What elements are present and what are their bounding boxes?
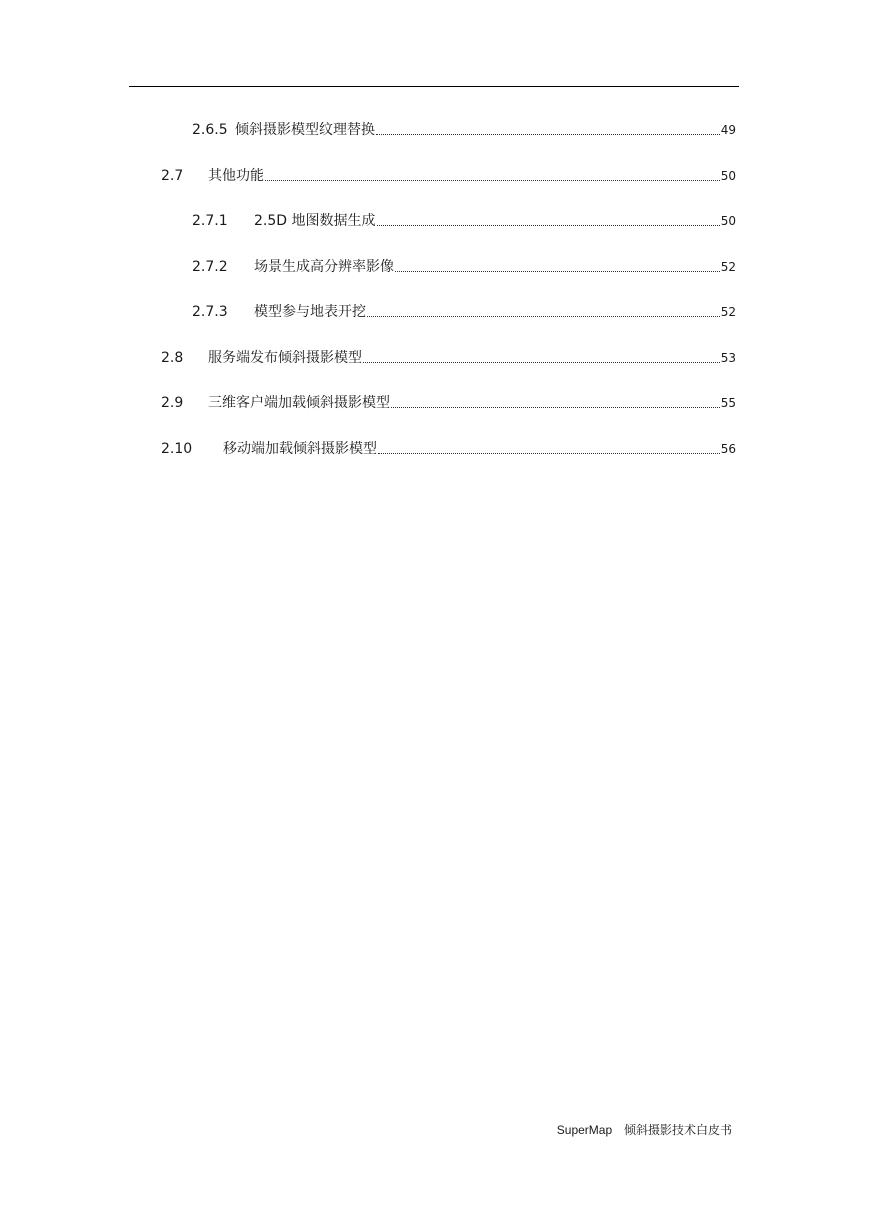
footer-document-title: 倾斜摄影技术白皮书 — [623, 1123, 732, 1137]
toc-entry-2-6-5[interactable] — [192, 117, 736, 139]
toc-entry-number: 2.7.1 — [192, 213, 228, 229]
toc-entry-title: 模型参与地表开挖 — [254, 304, 366, 320]
toc-dot-leader — [363, 362, 720, 363]
toc-entry-page: 52 — [720, 305, 736, 319]
toc-entry-number: 2.7.2 — [192, 259, 228, 275]
toc-entry-title: 场景生成高分辨率影像 — [254, 259, 394, 275]
toc-entry-title: 移动端加载倾斜摄影模型 — [223, 441, 377, 457]
toc-dot-leader — [377, 225, 720, 226]
toc-entry-title: 2.5D 地图数据生成 — [254, 213, 376, 229]
toc-entry-title: 其他功能 — [208, 168, 264, 184]
header-rule — [129, 86, 739, 87]
page-footer — [557, 1121, 732, 1138]
toc-entry-number: 2.6.5 — [192, 122, 228, 138]
toc-dot-leader — [367, 316, 720, 317]
toc-entry-page: 49 — [720, 123, 736, 137]
toc-entry-number: 2.9 — [161, 395, 184, 411]
toc-entry-2-10[interactable] — [161, 436, 736, 458]
toc-dot-leader — [376, 134, 720, 135]
toc-entry-number: 2.7 — [161, 168, 184, 184]
toc-entry-2-7-3[interactable] — [192, 299, 736, 321]
toc-entry-page: 55 — [720, 396, 736, 410]
toc-entry-page: 50 — [720, 169, 736, 183]
toc-entry-2-7-2[interactable] — [192, 254, 736, 276]
toc-dot-leader — [265, 180, 720, 181]
toc-entry-2-9[interactable] — [161, 390, 736, 412]
toc-entry-number: 2.7.3 — [192, 304, 228, 320]
toc-entry-page: 56 — [720, 442, 736, 456]
toc-entry-page: 50 — [720, 214, 736, 228]
toc-entry-title: 倾斜摄影模型纹理替换 — [235, 122, 375, 138]
toc-entry-page: 52 — [720, 260, 736, 274]
toc-entry-title: 服务端发布倾斜摄影模型 — [208, 350, 362, 366]
toc-entry-number: 2.8 — [161, 350, 184, 366]
toc-dot-leader — [378, 453, 720, 454]
toc-entry-2-7-1[interactable] — [192, 208, 736, 230]
toc-dot-leader — [391, 407, 720, 408]
toc-entry-2-7[interactable] — [161, 163, 736, 185]
toc-entry-number: 2.10 — [161, 441, 193, 457]
toc-entry-title: 三维客户端加载倾斜摄影模型 — [208, 395, 390, 411]
footer-brand: SuperMap — [556, 1123, 613, 1137]
toc-entry-page: 53 — [720, 351, 736, 365]
toc-entry-2-8[interactable] — [161, 345, 736, 367]
toc-dot-leader — [395, 271, 720, 272]
